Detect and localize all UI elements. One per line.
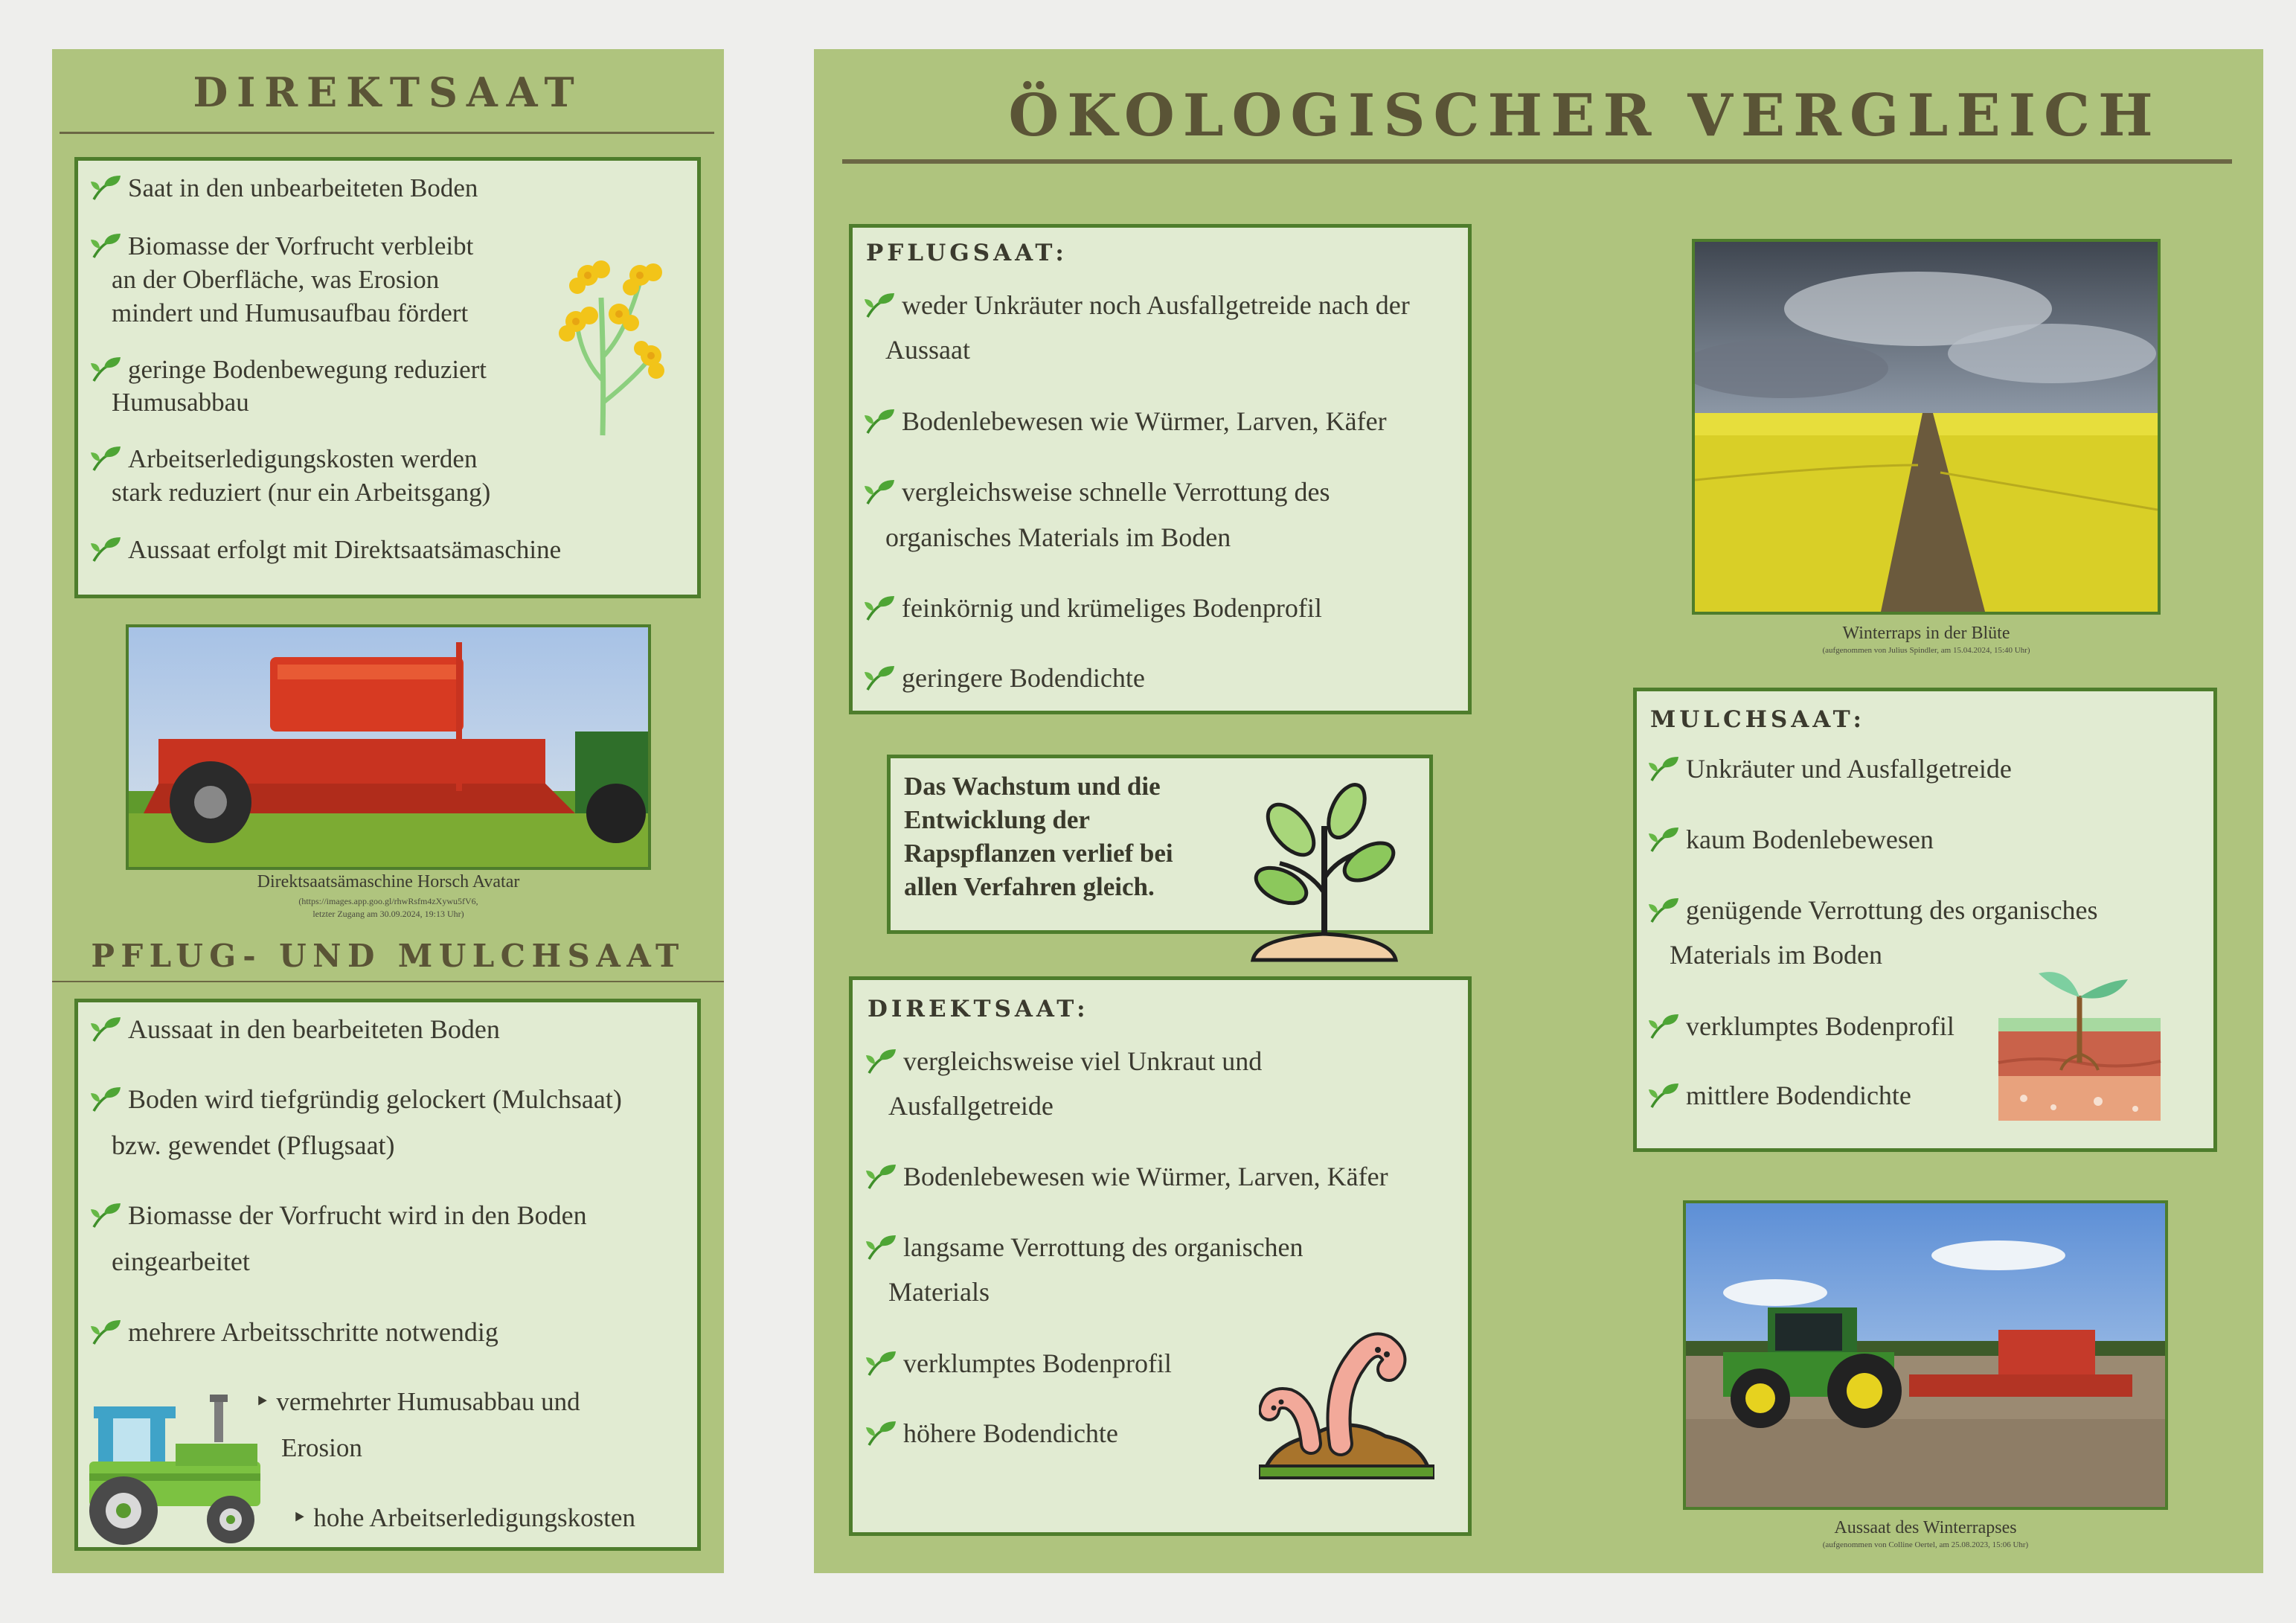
sprout-leaf-icon [1647,825,1681,854]
sprout-leaf-icon [89,231,124,260]
list-item: Aussaat erfolgt mit Direktsaatsämaschine [89,533,561,566]
sprout-leaf-icon [1647,754,1681,784]
list-item: Bodenlebewesen wie Würmer, Larven, Käfer [863,399,1387,444]
earthworm-icon [1259,1325,1434,1481]
sprout-leaf-icon [1647,1011,1681,1041]
sprout-leaf-icon [865,1418,899,1448]
direktsaat-compare-title: DIREKTSAAT: [868,996,1089,1022]
list-item-cont: Ausfallgetreide [888,1091,1054,1121]
list-item: mittlere Bodendichte [1647,1073,1911,1118]
sprout-leaf-icon [863,593,897,623]
title-rule [842,159,2232,164]
direktsaat-rule [60,132,714,134]
list-item: weder Unkräuter noch Ausfallgetreide nach der [863,283,1410,328]
list-item: geringere Bodendichte [863,656,1145,701]
list-item-cont: Aussaat [885,335,970,365]
list-item: langsame Verrottung des organischen [865,1225,1303,1270]
sprout-leaf-icon [89,1317,124,1347]
page-title: ÖKOLOGISCHER VERGLEICH [1008,82,2161,150]
sprout-leaf-icon [863,477,897,507]
list-item: geringe Bodenbewegung reduziert [89,353,487,386]
list-item-cont: bzw. gewendet (Pflugsaat) [112,1130,395,1160]
sub-list-item-cont: Erosion [281,1433,362,1462]
sprout-leaf-icon [89,1014,124,1044]
sprout-leaf-icon [1647,895,1681,925]
mulchsaat-title: MULCHSAAT: [1650,706,1865,733]
sprout-leaf-icon [89,354,124,384]
rapeseed-field-photo [1692,239,2161,615]
sprout-leaf-icon [863,406,897,436]
list-item: verklumptes Bodenprofil [865,1341,1172,1386]
photo1-source: (aufgenommen von Julius Spindler, am 15.04.2024, 15:40 Uhr) [1822,646,2030,655]
list-item-cont: eingearbeitet [112,1246,250,1276]
tractor-icon [79,1392,265,1548]
rapeseed-flower-icon [558,253,677,439]
list-item: mehrere Arbeitsschritte notwendig [89,1310,498,1355]
list-item: Aussaat in den bearbeiteten Boden [89,1007,500,1052]
list-item: kaum Bodenlebewesen [1647,817,1934,862]
list-item: Biomasse der Vorfrucht wird in den Boden [89,1193,587,1238]
list-item: Saat in den unbearbeiteten Boden [89,171,478,205]
plant-icon [1250,781,1399,964]
pflug-mulch-rule [52,981,724,982]
sprout-leaf-icon [865,1348,899,1378]
list-item: verklumptes Bodenprofil [1647,1004,1955,1049]
sprout-leaf-icon [89,534,124,564]
photo1-caption: Winterraps in der Blüte [1842,624,2010,643]
list-item: höhere Bodendichte [865,1411,1118,1456]
sowing-tractor-photo [1683,1200,2168,1510]
sprout-leaf-icon [89,444,124,473]
list-item-cont: mindert und Humusaufbau fördert [112,298,469,327]
sprout-leaf-icon [865,1046,899,1076]
sprout-leaf-icon [863,663,897,693]
sprout-leaf-icon [1647,1081,1681,1110]
machine-source: letzter Zugang am 30.09.2024, 19:13 Uhr) [312,909,464,919]
list-item: Biomasse der Vorfrucht verbleibt [89,229,473,263]
list-item: vergleichsweise schnelle Verrottung des [863,470,1330,515]
list-item: genügende Verrottung des organisches [1647,888,2098,933]
sprout-leaf-icon [89,1084,124,1114]
growth-note: Das Wachstum und die Entwicklung der Rapspflanzen verlief bei allen Verfahren gleich. [904,772,1173,901]
photo2-source: (aufgenommen von Colline Oertel, am 25.08.2023, 15:06 Uhr) [1822,1540,2029,1549]
machine-photo [126,624,651,870]
list-item-cont: organisches Materials im Boden [885,522,1231,552]
list-item-cont: stark reduziert (nur ein Arbeitsgang) [112,478,491,507]
list-item-cont: Materials [888,1277,990,1307]
list-item: vergleichsweise viel Unkraut und [865,1039,1262,1084]
sub-list-item: ‣ vermehrter Humusabbau und [254,1387,580,1416]
list-item: Unkräuter und Ausfallgetreide [1647,746,2012,792]
sprout-leaf-icon [89,173,124,202]
seedling-soil-icon [1994,966,2165,1122]
list-item-cont: an der Oberfläche, was Erosion [112,265,440,294]
photo2-caption: Aussaat des Winterrapses [1834,1518,2017,1537]
pflug-mulch-heading: PFLUG- UND MULCHSAAT [91,938,685,974]
sprout-leaf-icon [865,1232,899,1262]
sprout-leaf-icon [865,1162,899,1191]
machine-source: (https://images.app.goo.gl/rhwRsfm4zXywu5fV6, [298,896,478,906]
pflugsaat-title: PFLUGSAAT: [866,240,1068,266]
sprout-leaf-icon [89,1200,124,1230]
direktsaat-heading: DIREKTSAAT [193,68,583,116]
sprout-leaf-icon [863,290,897,320]
list-item: feinkörnig und krümeliges Bodenprofil [863,586,1322,631]
list-item: Arbeitserledigungskosten werden [89,442,477,476]
list-item: Boden wird tiefgründig gelockert (Mulchsaat) [89,1077,622,1122]
sub-list-item: ‣ hohe Arbeitserledigungskosten [292,1503,635,1532]
list-item-cont: Materials im Boden [1670,940,1882,970]
list-item: Bodenlebewesen wie Würmer, Larven, Käfer [865,1154,1388,1200]
machine-caption: Direktsaatsämaschine Horsch Avatar [257,872,520,891]
list-item-cont: Humusabbau [112,388,249,417]
